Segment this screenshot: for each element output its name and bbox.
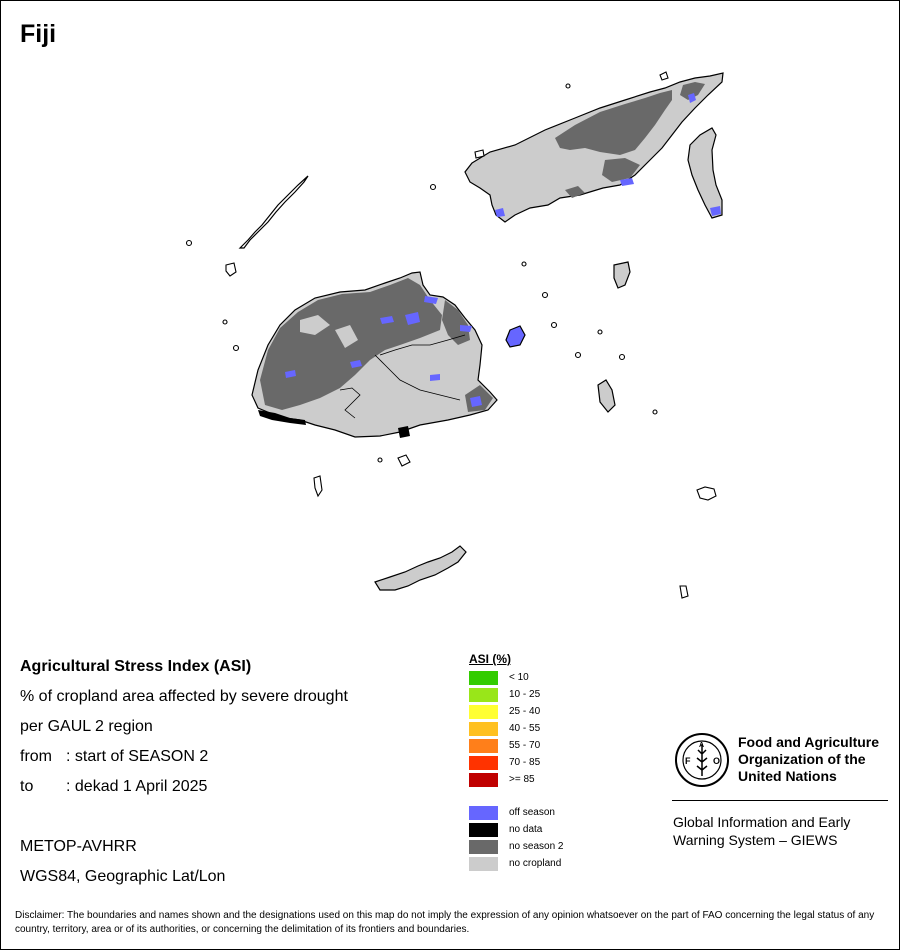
legend-label: 55 - 70 (509, 740, 541, 751)
island-taveuni (614, 262, 630, 288)
legend-item (469, 703, 564, 720)
period-to (20, 772, 348, 802)
legend-item (469, 669, 564, 686)
legend-label: no data (509, 824, 543, 835)
legend-label: 25 - 40 (509, 706, 541, 717)
period-from (20, 742, 348, 772)
legend-item (469, 686, 564, 703)
legend-label: off season (509, 807, 555, 818)
legend-label: 70 - 85 (509, 757, 541, 768)
svg-text:A: A (699, 742, 705, 749)
fao-name-line-3: United Nations (738, 768, 837, 784)
legend-item (469, 754, 564, 771)
legend-label: 10 - 25 (509, 689, 541, 700)
legend-swatch (469, 857, 498, 871)
fao-logo-icon (672, 732, 732, 788)
island-kadavu (375, 546, 466, 590)
legend-swatch (469, 806, 498, 820)
to-label: to (20, 778, 34, 795)
fao-name (738, 734, 898, 785)
map-legend (469, 652, 564, 872)
legend-item (469, 855, 564, 872)
country-title: Fiji (20, 20, 57, 48)
legend-swatch (469, 756, 498, 770)
legend-item (469, 821, 564, 838)
legend-item (469, 737, 564, 754)
legend-label: no cropland (509, 858, 562, 869)
legend-item (469, 771, 564, 788)
description-line-1: % of cropland area affected by severe drought (20, 688, 348, 705)
to-value: : dekad 1 April 2025 (66, 778, 208, 795)
disclaimer: Disclaimer: The boundaries and names shown and the designations used on this map do not imply the expression of any opinion whatsoever on the part of FAO concerning the legal status of any country, territory, area or of its authorities, or concerning the delimitation of its frontiers and boundaries. (15, 910, 875, 935)
legend-item (469, 720, 564, 737)
legend-label: < 10 (509, 672, 529, 683)
giews-name (673, 813, 893, 849)
giews-line-2: Warning System – GIEWS (673, 832, 838, 848)
index-title: Agricultural Stress Index (ASI) (20, 658, 252, 675)
legend-label: no season 2 (509, 841, 564, 852)
island-koro (598, 380, 615, 412)
legend-swatch (469, 688, 498, 702)
from-value: : start of SEASON 2 (66, 748, 209, 765)
fao-name-line-1: Food and Agriculture (738, 734, 880, 750)
island-viti-levu (252, 272, 497, 438)
legend-swatch (469, 773, 498, 787)
divider (672, 800, 888, 801)
island-vanua-levu (465, 73, 723, 222)
fao-logo-block (672, 732, 880, 793)
island-yasawa (240, 176, 308, 248)
map-info (20, 652, 348, 892)
description-line-2: per GAUL 2 region (20, 718, 153, 735)
legend-swatch (469, 705, 498, 719)
legend-label: 40 - 55 (509, 723, 541, 734)
svg-text:O: O (713, 756, 721, 766)
fao-name-line-2: Organization of the (738, 751, 866, 767)
legend-swatch (469, 823, 498, 837)
from-label: from (20, 748, 52, 765)
legend-item (469, 804, 564, 821)
island-ovalau (506, 326, 525, 347)
legend-item (469, 838, 564, 855)
legend-title: ASI (%) (469, 652, 511, 666)
legend-swatch (469, 722, 498, 736)
projection-label: WGS84, Geographic Lat/Lon (20, 868, 226, 885)
sensor-label: METOP-AVHRR (20, 838, 137, 855)
legend-swatch (469, 739, 498, 753)
svg-text:F: F (685, 756, 691, 766)
giews-line-1: Global Information and Early (673, 814, 851, 830)
legend-swatch (469, 840, 498, 854)
legend-label: >= 85 (509, 774, 535, 785)
legend-swatch (469, 671, 498, 685)
